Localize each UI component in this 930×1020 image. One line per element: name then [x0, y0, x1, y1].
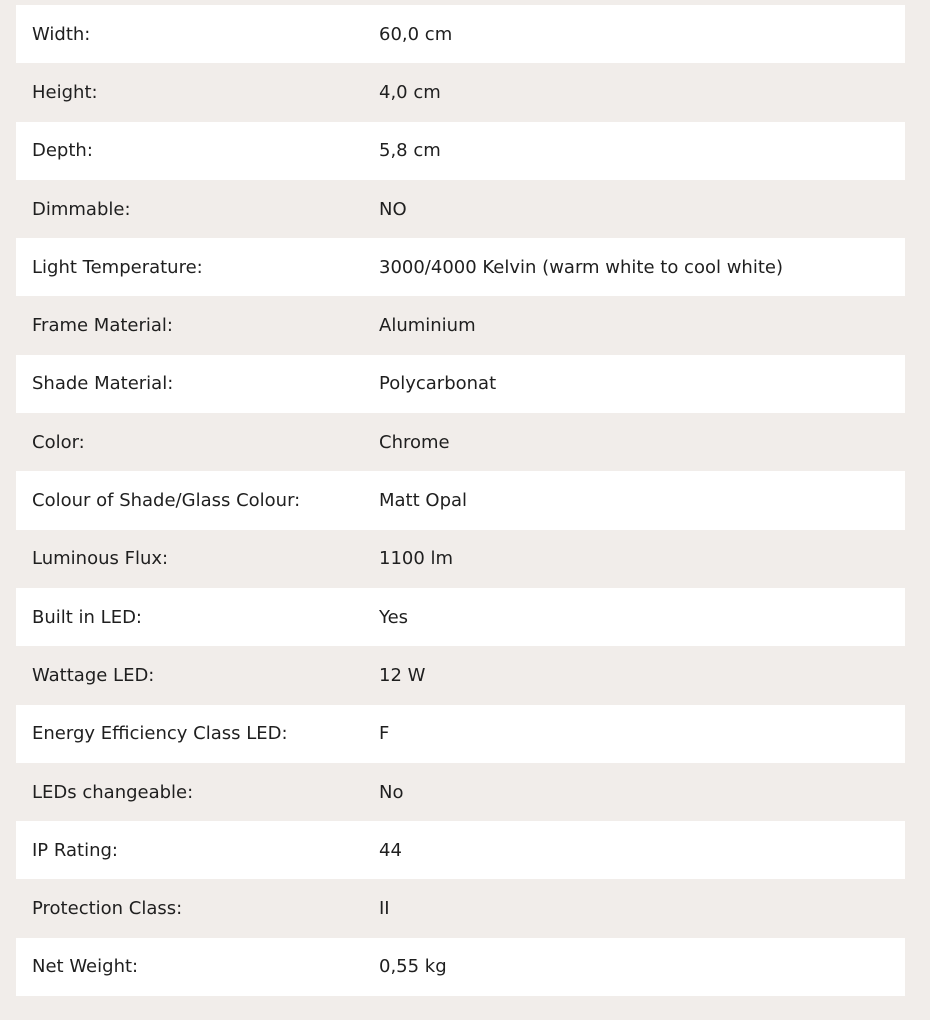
- spec-row-protection-class: [16, 879, 905, 937]
- spec-label: Frame Material:: [32, 315, 173, 337]
- spec-row-net-weight: [16, 938, 905, 996]
- spec-label: Light Temperature:: [32, 256, 203, 278]
- spec-value: Chrome: [379, 431, 450, 453]
- spec-value: 3000/4000 Kelvin (warm white to cool white): [379, 256, 783, 278]
- spec-row-depth: [16, 122, 905, 180]
- spec-value: 12 W: [379, 664, 426, 686]
- spec-row-built-in-led: [16, 588, 905, 646]
- spec-value: Polycarbonat: [379, 373, 497, 395]
- spec-label: Luminous Flux:: [32, 548, 169, 570]
- spec-label: Shade Material:: [32, 373, 174, 395]
- spec-value: 4,0 cm: [379, 81, 441, 103]
- spec-value: NO: [379, 198, 407, 220]
- specifications-table: [16, 5, 905, 996]
- spec-label: Colour of Shade/Glass Colour:: [32, 490, 301, 512]
- spec-row-leds-changeable: [16, 763, 905, 821]
- spec-label: Built in LED:: [32, 606, 142, 628]
- spec-value: Yes: [379, 606, 409, 628]
- spec-value: II: [379, 898, 390, 920]
- spec-label: Color:: [32, 431, 85, 453]
- spec-value: Matt Opal: [379, 490, 468, 512]
- spec-value: No: [379, 781, 404, 803]
- spec-label: Height:: [32, 81, 98, 103]
- spec-label: Energy Efficiency Class LED:: [32, 723, 288, 745]
- spec-label: Dimmable:: [32, 198, 131, 220]
- spec-row-shade-colour: [16, 471, 905, 529]
- spec-row-luminous-flux: [16, 530, 905, 588]
- spec-value: 5,8 cm: [379, 140, 441, 162]
- spec-row-width: [16, 5, 905, 63]
- spec-label: Depth:: [32, 140, 93, 162]
- spec-row-ip-rating: [16, 821, 905, 879]
- spec-value: Aluminium: [379, 315, 476, 337]
- spec-row-energy-class: [16, 705, 905, 763]
- spec-label: Net Weight:: [32, 956, 139, 978]
- spec-label: Width:: [32, 23, 91, 45]
- spec-row-frame-material: [16, 296, 905, 354]
- spec-row-dimmable: [16, 180, 905, 238]
- spec-label: LEDs changeable:: [32, 781, 194, 803]
- spec-row-shade-material: [16, 355, 905, 413]
- spec-value: 0,55 kg: [379, 956, 447, 978]
- spec-value: F: [379, 723, 390, 745]
- spec-label: Wattage LED:: [32, 664, 155, 686]
- spec-row-color: [16, 413, 905, 471]
- spec-value: 1100 lm: [379, 548, 454, 570]
- spec-value: 60,0 cm: [379, 23, 453, 45]
- spec-row-light-temperature: [16, 238, 905, 296]
- spec-label: Protection Class:: [32, 898, 183, 920]
- spec-value: 44: [379, 839, 402, 861]
- spec-row-wattage-led: [16, 646, 905, 704]
- spec-label: IP Rating:: [32, 839, 118, 861]
- spec-row-height: [16, 63, 905, 121]
